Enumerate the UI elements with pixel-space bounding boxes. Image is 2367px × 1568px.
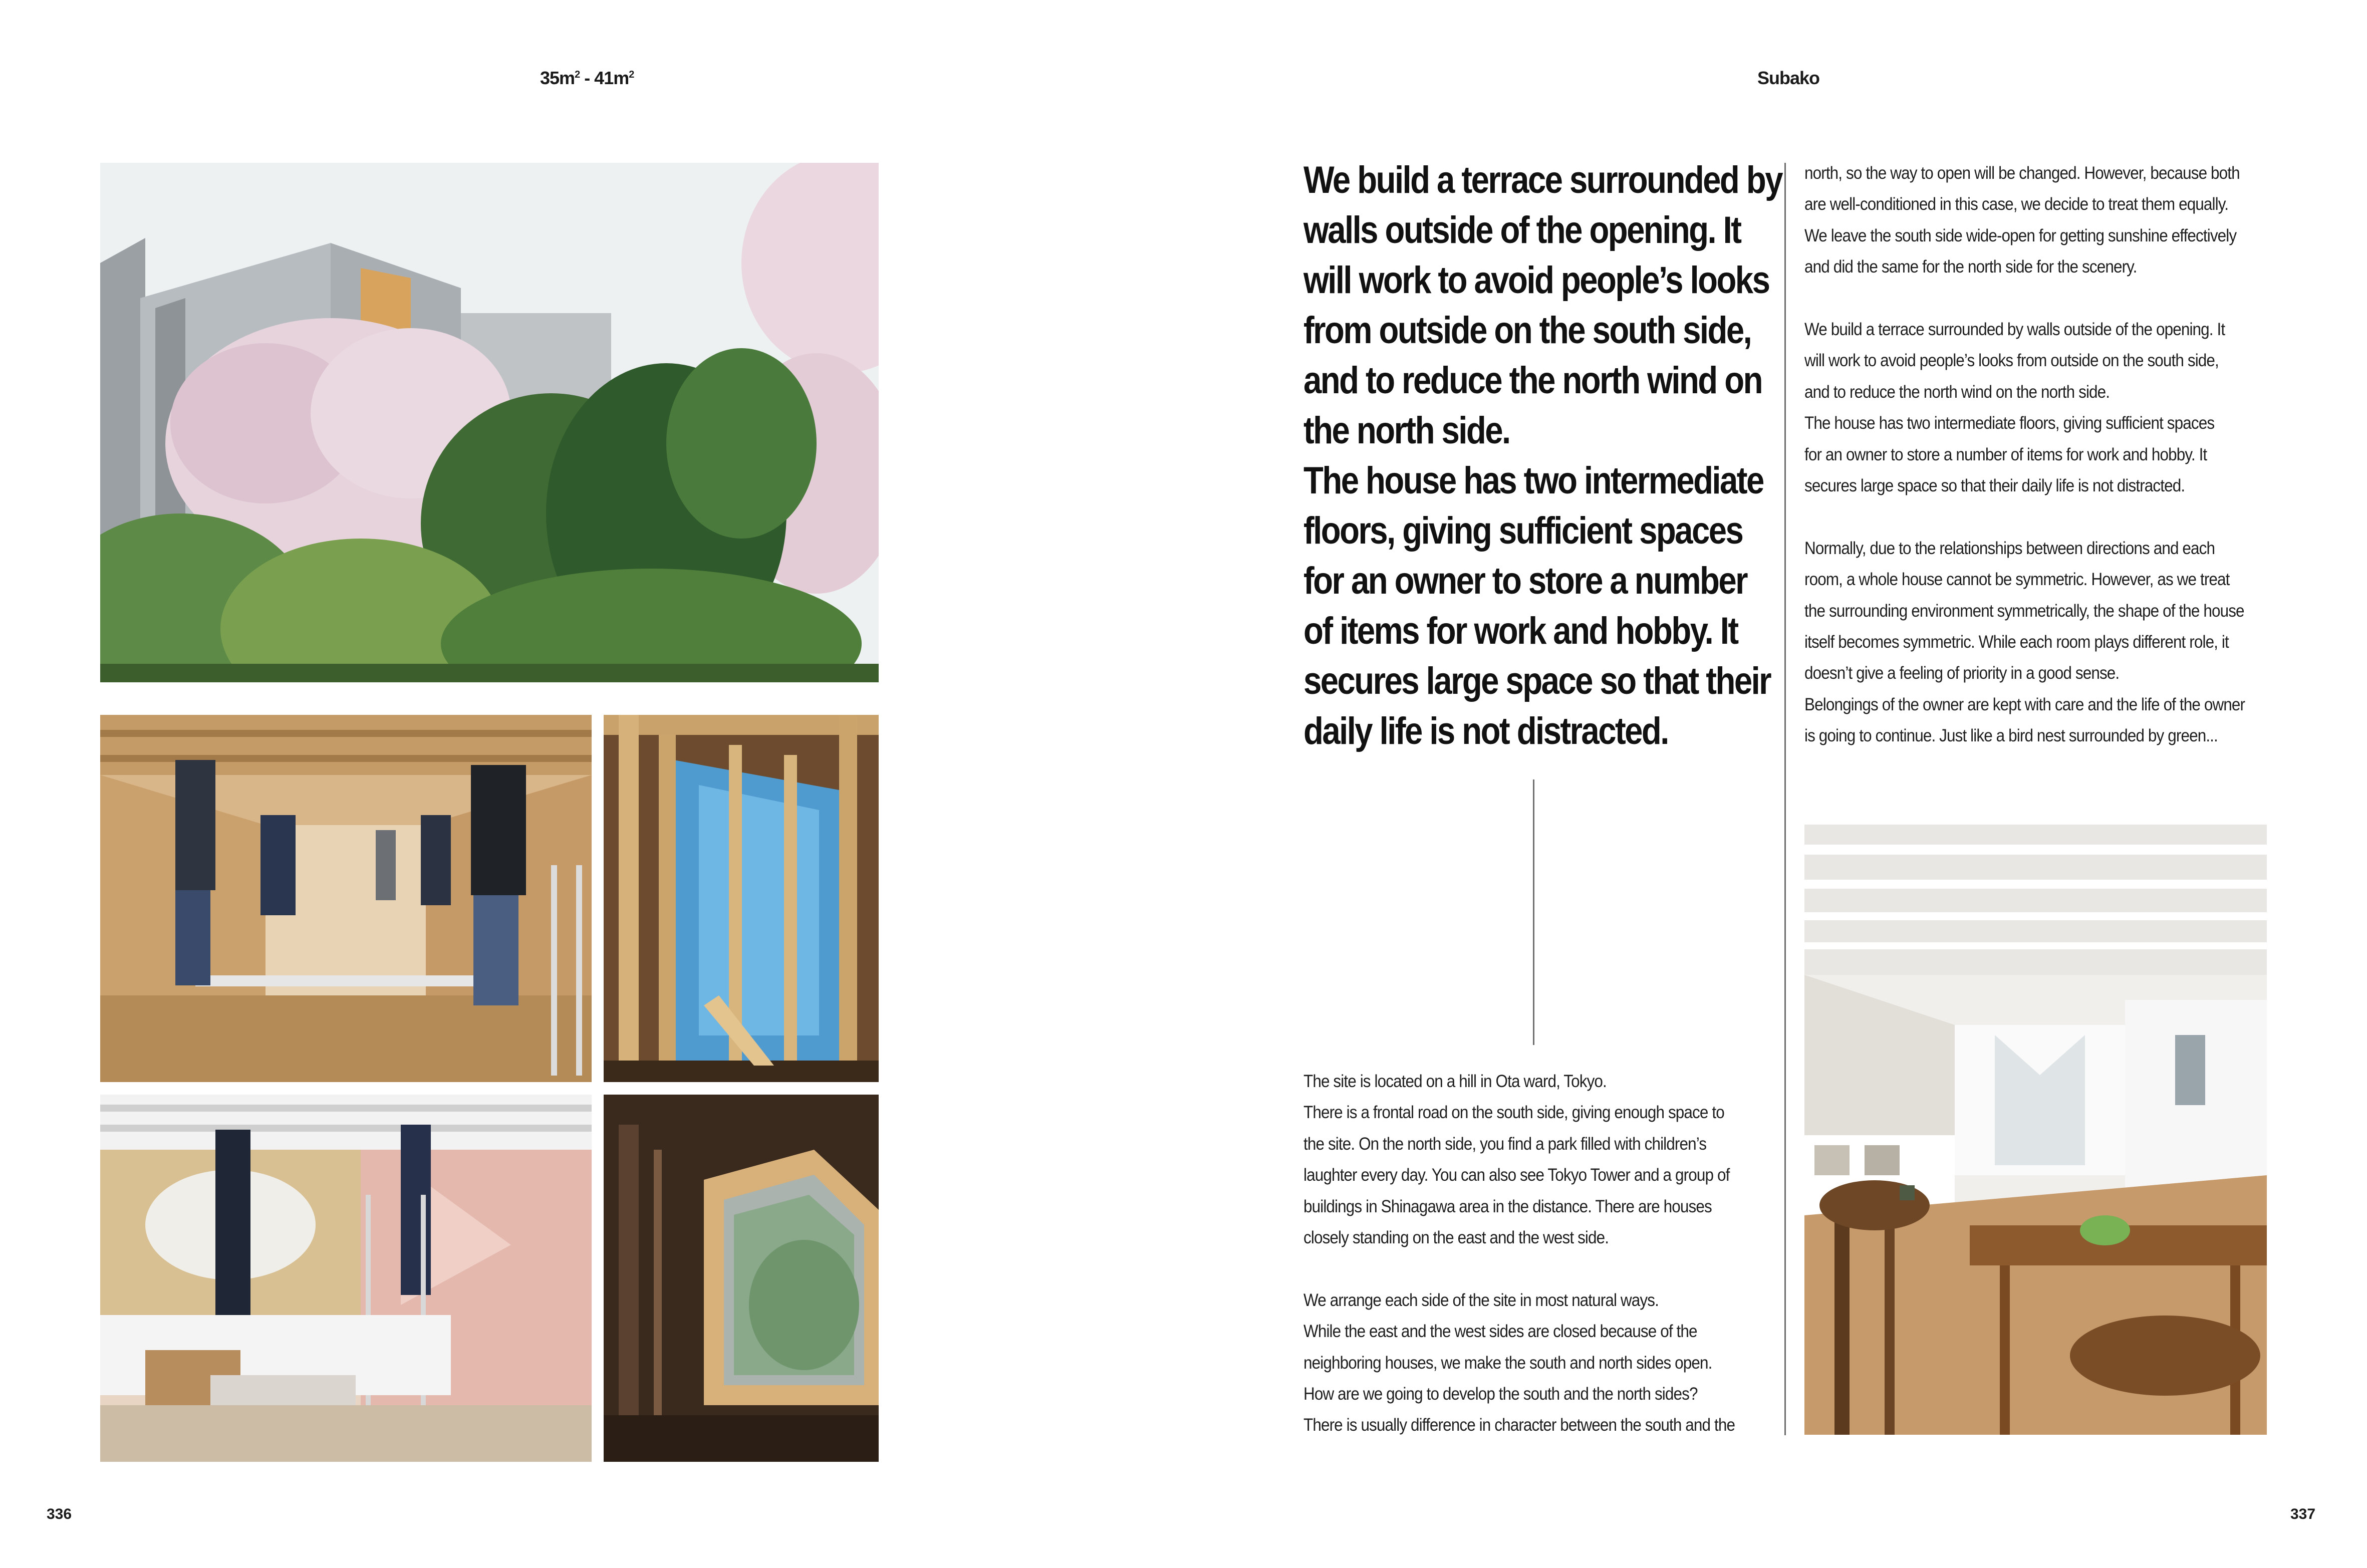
body-text-line: There is a frontal road on the south side, giving enough space to xyxy=(1303,1103,1724,1123)
cherry-blossom-exterior-photo xyxy=(100,163,879,682)
construction-workers-photo xyxy=(100,715,592,1082)
body-text-line: There is usually difference in character between the south and the xyxy=(1303,1415,1735,1435)
pull-quote xyxy=(1303,155,1782,756)
body-text-line: will work to avoid people’s looks from outside on the south side, xyxy=(1804,351,2219,371)
right-page-number: 337 xyxy=(2290,1506,2316,1522)
body-text-line: neighboring houses, we make the south and north sides open. xyxy=(1303,1353,1712,1373)
body-text-line: closely standing on the east and the west side. xyxy=(1303,1228,1609,1248)
window-frame-photo xyxy=(604,1095,879,1462)
pull-quote-line: floors, giving sufficient spaces xyxy=(1303,509,1743,552)
pull-quote-line: of items for work and hobby. It xyxy=(1303,610,1738,652)
paragraph-gap xyxy=(1804,501,2245,533)
pull-quote-line: secures large space so that their xyxy=(1303,660,1771,702)
pull-quote-line: walls outside of the opening. It xyxy=(1303,209,1741,251)
body-text-line: buildings in Shinagawa area in the distance. There are houses xyxy=(1303,1196,1712,1216)
pull-quote-line: and to reduce the north wind on xyxy=(1303,359,1762,402)
timber-frame-blue-tarp-photo xyxy=(604,715,879,1082)
left-running-head-superscript: 2 xyxy=(575,69,580,80)
left-running-head-text: 35m xyxy=(540,68,575,88)
interior-living-photo xyxy=(1804,825,2267,1435)
body-text-line: and to reduce the north wind on the north side. xyxy=(1804,382,2110,402)
body-text-line: We arrange each side of the site in most natural ways. xyxy=(1303,1290,1659,1310)
pull-quote-line: We build a terrace surrounded by xyxy=(1303,159,1782,201)
body-text-line: The site is located on a hill in Ota ward, Tokyo. xyxy=(1303,1072,1607,1091)
body-text-line: and did the same for the north side for the scenery. xyxy=(1804,257,2137,277)
column-divider xyxy=(1784,163,1786,1435)
body-text-line: itself becomes symmetric. While each room plays different role, it xyxy=(1804,632,2229,652)
pull-quote-divider xyxy=(1533,779,1534,1045)
pull-quote-line: the north side. xyxy=(1303,409,1510,452)
body-text-line: laughter every day. You can also see Tokyo Tower and a group of xyxy=(1303,1165,1730,1185)
painting-walls-photo xyxy=(100,1095,592,1462)
body-text-line: The house has two intermediate floors, giving sufficient spaces xyxy=(1804,413,2215,433)
pull-quote-line: from outside on the south side, xyxy=(1303,309,1751,352)
body-text-line: the surrounding environment symmetrically, the shape of the house xyxy=(1804,601,2244,621)
body-text-line: for an owner to store a number of items for work and hobby. It xyxy=(1804,444,2207,464)
body-text-line: room, a whole house cannot be symmetric. However, as we treat xyxy=(1804,570,2230,590)
paragraph-gap xyxy=(1804,283,2245,314)
body-text-line: are well-conditioned in this case, we decide to treat them equally. xyxy=(1804,194,2229,214)
pull-quote-line: will work to avoid people’s looks xyxy=(1303,259,1769,302)
body-text-line: the site. On the north side, you find a park filled with children’s xyxy=(1303,1134,1707,1154)
left-page-number: 336 xyxy=(47,1506,72,1522)
body-text-line: We leave the south side wide-open for getting sunshine effectively xyxy=(1804,225,2237,245)
paragraph-gap xyxy=(1303,1253,1735,1284)
left-running-head-range: - 41m xyxy=(580,68,629,88)
left-running-head-superscript-2: 2 xyxy=(629,69,634,80)
pull-quote-line: The house has two intermediate xyxy=(1303,459,1763,502)
body-text-right-column xyxy=(1804,158,2245,752)
left-running-head xyxy=(540,68,634,89)
body-text-line: While the east and the west sides are closed because of the xyxy=(1303,1322,1697,1342)
body-text-left-column xyxy=(1303,1066,1735,1441)
right-running-head: Subako xyxy=(1757,68,1820,88)
body-text-line: We build a terrace surrounded by walls outside of the opening. It xyxy=(1804,320,2225,340)
pull-quote-line: daily life is not distracted. xyxy=(1303,710,1668,752)
body-text-line: doesn’t give a feeling of priority in a good sense. xyxy=(1804,663,2120,683)
body-text-line: north, so the way to open will be changed. However, because both xyxy=(1804,163,2240,183)
body-text-line: is going to continue. Just like a bird nest surrounded by green... xyxy=(1804,726,2218,746)
body-text-line: How are we going to develop the south and the north sides? xyxy=(1303,1384,1698,1404)
body-text-line: Normally, due to the relationships between directions and each xyxy=(1804,538,2215,558)
pull-quote-line: for an owner to store a number xyxy=(1303,560,1747,602)
body-text-line: secures large space so that their daily life is not distracted. xyxy=(1804,476,2185,496)
body-text-line: Belongings of the owner are kept with care and the life of the owner xyxy=(1804,694,2245,714)
